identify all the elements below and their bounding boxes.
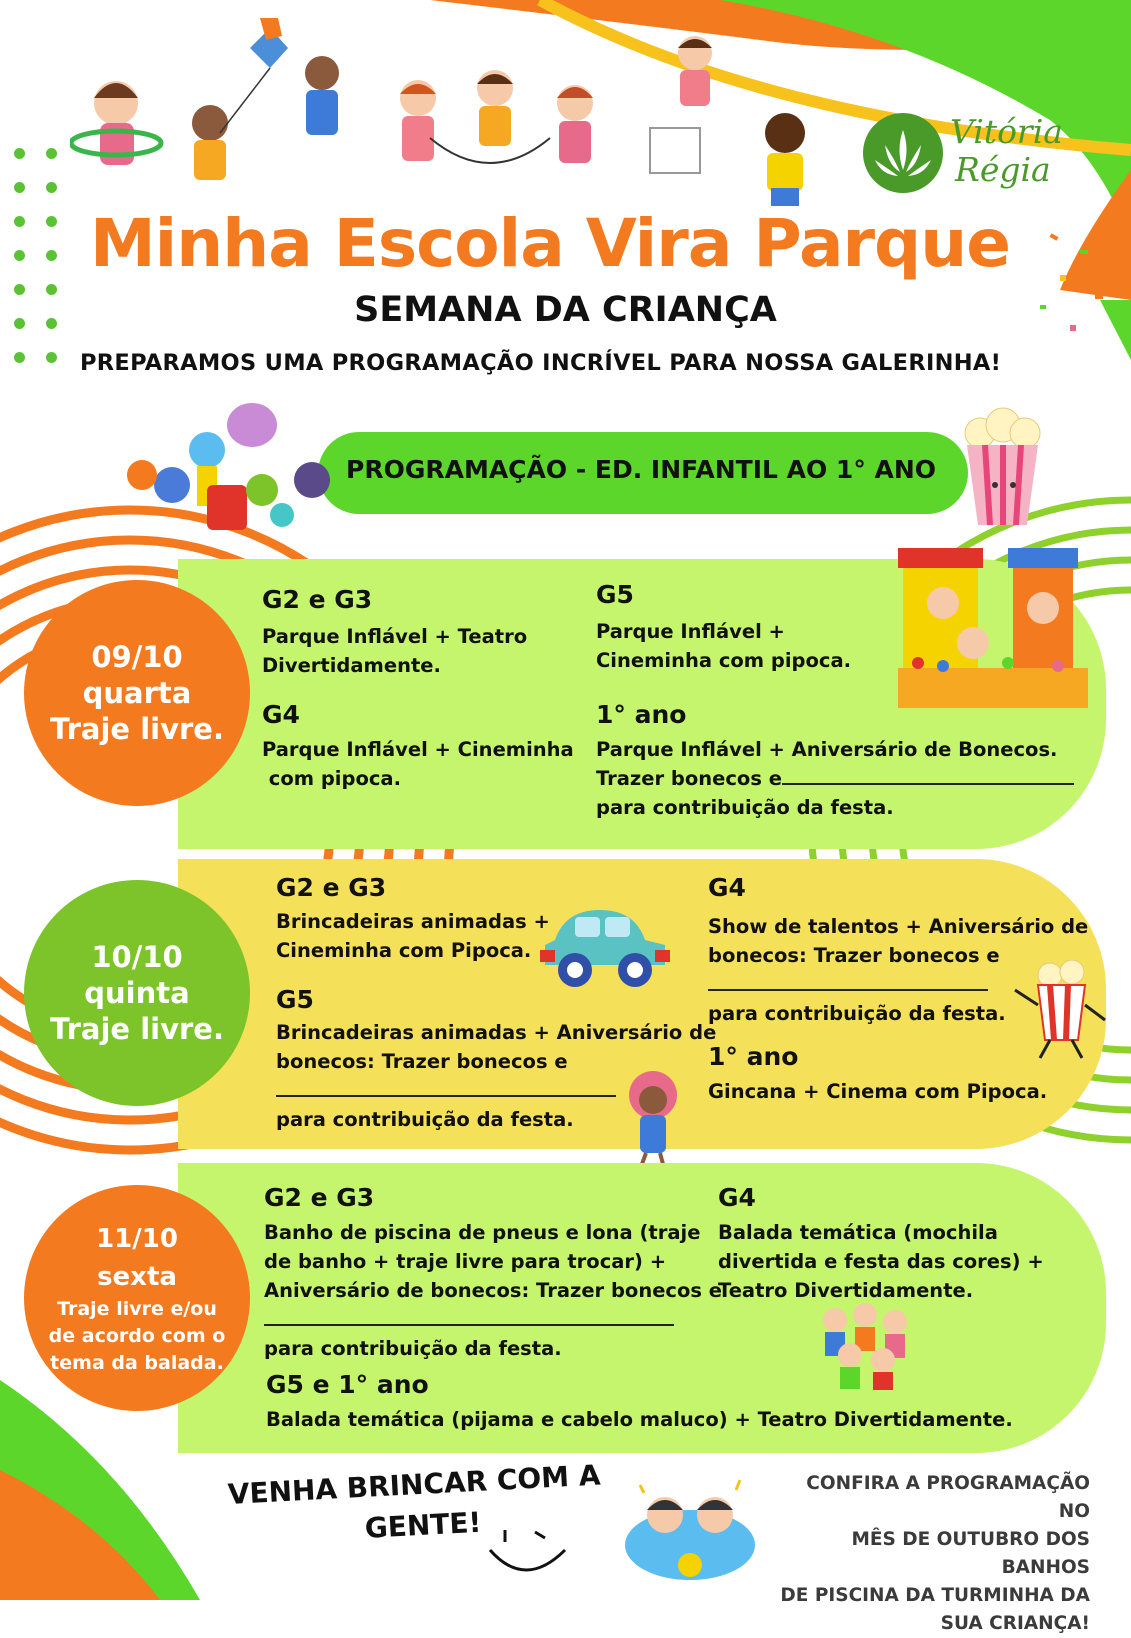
decorative-dots bbox=[14, 148, 62, 388]
playground-icon bbox=[898, 548, 1088, 708]
group-title: 1° ano bbox=[708, 1042, 799, 1071]
program-banner-text: PROGRAMAÇÃO - ED. INFANTIL AO 1° ANO bbox=[346, 455, 937, 484]
group-title: G5 bbox=[276, 985, 314, 1014]
day-date: 09/10 bbox=[91, 640, 183, 674]
logo-text-line1: Vitória bbox=[950, 112, 1063, 151]
group-activity: Parque Inflável + Cineminha com pipoca. bbox=[596, 620, 852, 672]
group-title: 1° ano bbox=[596, 700, 687, 729]
group-activity: Banho de piscina de pneus e lona (traje de banho + traje livre para trocar) + Aniversário de bonecos: Trazer bonecos e para contribuição da festa. bbox=[264, 1221, 723, 1360]
group-title: G5 e 1° ano bbox=[266, 1370, 429, 1399]
day-badge-09-10 bbox=[24, 580, 250, 806]
day-badge-10-10 bbox=[24, 880, 250, 1106]
group-activity: Parque Inflável + Aniversário de Bonecos. Trazer bonecos e para contribuição da festa. bbox=[596, 735, 1074, 822]
group-activity: Parque Inflável + Teatro Divertidamente. bbox=[262, 625, 528, 677]
group-activity: Brincadeiras animadas + Aniversário de bonecos: Trazer bonecos e para contribuição da festa. bbox=[276, 1021, 717, 1131]
day-weekday: quarta bbox=[82, 676, 192, 710]
logo-text-line2: Régia bbox=[955, 150, 1051, 189]
popcorn-mascot-icon bbox=[1010, 960, 1110, 1060]
group-title: G4 bbox=[708, 873, 746, 902]
day-weekday: sexta bbox=[97, 1261, 177, 1292]
car-icon bbox=[540, 905, 670, 990]
page-tagline: PREPARAMOS UMA PROGRAMAÇÃO INCRÍVEL PARA NOSSA GALERINHA! bbox=[80, 350, 1002, 376]
group-title: G2 e G3 bbox=[262, 585, 373, 614]
group-title: G2 e G3 bbox=[264, 1183, 375, 1212]
day-date: 10/10 bbox=[91, 940, 183, 974]
day-dress: Traje livre. bbox=[50, 1012, 224, 1046]
group-title: G2 e G3 bbox=[276, 873, 387, 902]
day-dress: Traje livre. bbox=[50, 712, 224, 746]
dancing-kids-icon bbox=[805, 1300, 925, 1390]
day-weekday: quinta bbox=[84, 976, 190, 1010]
group-activity: Brincadeiras animadas + Cineminha com Pipoca. bbox=[276, 910, 550, 962]
day-date: 11/10 bbox=[96, 1223, 178, 1254]
group-activity: Balada temática (pijama e cabelo maluco) + Teatro Divertidamente. bbox=[266, 1408, 1013, 1431]
day-dress: Traje livre e/ou bbox=[57, 1297, 217, 1320]
page-subtitle: SEMANA DA CRIANÇA bbox=[354, 290, 777, 330]
group-title: G4 bbox=[262, 700, 300, 729]
kids-illustration bbox=[70, 18, 840, 208]
group-title: G5 bbox=[596, 580, 634, 609]
swimming-kids-icon bbox=[620, 1465, 760, 1585]
characters-illustration bbox=[112, 400, 332, 535]
group-title: G4 bbox=[718, 1183, 756, 1212]
footer-notice: CONFIRA A PROGRAMAÇÃO NO MÊS DE OUTUBRO DOS BANHOS DE PISCINA DA TURMINHA DA SUA CRIANÇA! bbox=[780, 1473, 1090, 1634]
popcorn-icon bbox=[955, 405, 1050, 530]
group-activity: Gincana + Cinema com Pipoca. bbox=[708, 1080, 1048, 1103]
footer-invite: VENHA BRINCAR COM A GENTE! bbox=[227, 1458, 602, 1545]
vitoria-regia-logo bbox=[860, 110, 946, 196]
smile-icon bbox=[480, 1520, 580, 1580]
page-title: Minha Escola Vira Parque bbox=[90, 205, 1011, 282]
day-dress: de acordo com o bbox=[48, 1324, 226, 1347]
group-activity: Parque Inflável + Cineminha com pipoca. bbox=[262, 738, 574, 790]
group-activity: Balada temática (mochila divertida e festa das cores) + Teatro Divertidamente. bbox=[718, 1221, 1044, 1302]
day-dress: tema da balada. bbox=[50, 1351, 224, 1374]
group-activity: Show de talentos + Aniversário de bonecos: Trazer bonecos e para contribuição da festa. bbox=[708, 915, 1089, 1025]
confetti-icon bbox=[1030, 225, 1130, 355]
day-badge-11-10 bbox=[24, 1185, 250, 1411]
